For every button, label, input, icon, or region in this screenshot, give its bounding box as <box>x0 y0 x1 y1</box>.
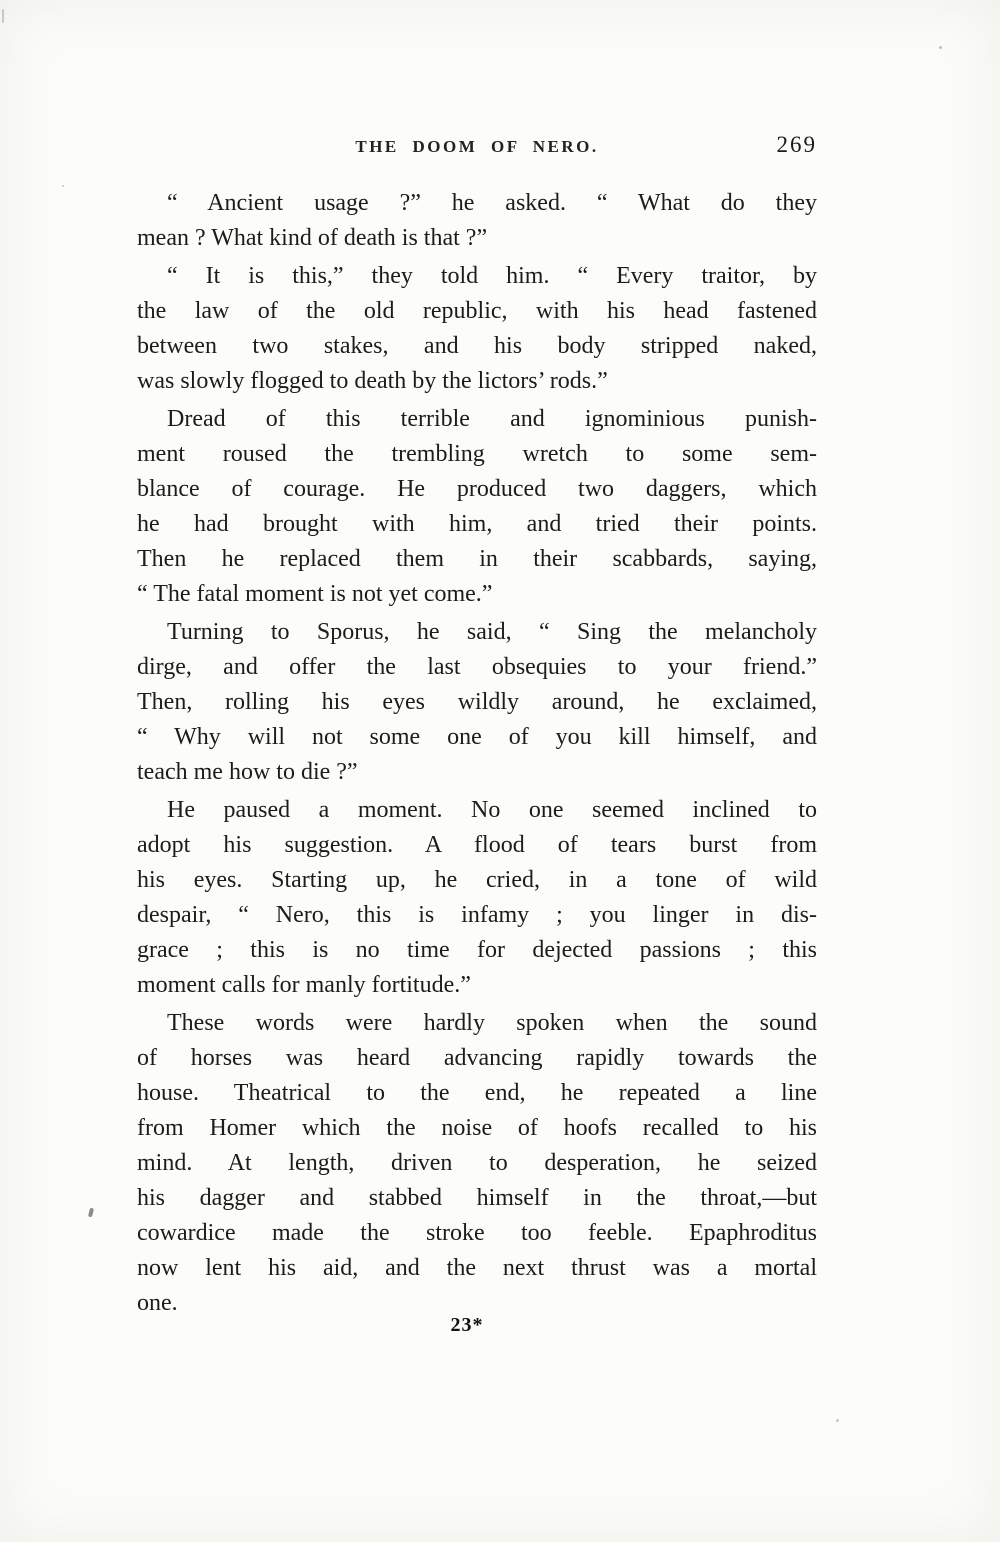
text-line: He paused a moment. No one seemed inclined to <box>167 797 817 823</box>
text-line: blance of courage. He produced two daggers, which <box>137 476 817 502</box>
text-line: from Homer which the noise of hoofs recalled to his <box>137 1115 817 1141</box>
text-line: “ The fatal moment is not yet come.” <box>137 581 493 607</box>
scan-artifact <box>62 185 64 187</box>
text-line: mean ? What kind of death is that ?” <box>137 225 488 251</box>
text-line: despair, “ Nero, this is infamy ; you linger in dis- <box>137 902 817 928</box>
text-line: These words were hardly spoken when the sound <box>167 1010 817 1036</box>
text-line: “ Ancient usage ?” he asked. “ What do they <box>167 190 817 216</box>
text-line: cowardice made the stroke too feeble. Epaphroditus <box>137 1220 817 1246</box>
text-line: Then, rolling his eyes wildly around, he exclaimed, <box>137 689 817 715</box>
text-line: Then he replaced them in their scabbards, saying, <box>137 546 817 572</box>
text-line: dirge, and offer the last obsequies to your friend.” <box>137 654 817 680</box>
text-line: of horses was heard advancing rapidly towards the <box>137 1045 817 1071</box>
text-line: moment calls for manly fortitude.” <box>137 972 471 998</box>
text-line: “ It is this,” they told him. “ Every traitor, by <box>167 263 817 289</box>
paragraph <box>137 793 817 1003</box>
paragraph <box>137 402 817 612</box>
text-line: now lent his aid, and the next thrust was a mortal <box>137 1255 817 1281</box>
text-line: between two stakes, and his body stripped naked, <box>137 333 817 359</box>
text-line: he had brought with him, and tried their points. <box>137 511 817 537</box>
text-line: one. <box>137 1290 178 1316</box>
scan-artifact <box>2 9 4 23</box>
scan-artifact <box>939 46 942 49</box>
text-line: ment roused the trembling wretch to some sem- <box>137 441 817 467</box>
scan-artifact <box>88 1208 94 1218</box>
paragraph <box>137 615 817 790</box>
text-line: Dread of this terrible and ignominious punish- <box>167 406 817 432</box>
text-line: teach me how to die ?” <box>137 759 358 785</box>
text-line: Turning to Sporus, he said, “ Sing the melancholy <box>167 619 817 645</box>
signature-mark: 23* <box>450 1314 484 1336</box>
running-title: THE DOOM OF NERO. <box>355 137 599 156</box>
page-body <box>137 186 817 1321</box>
text-line: his dagger and stabbed himself in the throat,—but <box>137 1185 817 1211</box>
text-line: grace ; this is no time for dejected passions ; this <box>137 937 817 963</box>
text-line: adopt his suggestion. A flood of tears burst from <box>137 832 817 858</box>
text-line: his eyes. Starting up, he cried, in a tone of wild <box>137 867 817 893</box>
text-line: the law of the old republic, with his head fastened <box>137 298 817 324</box>
text-line: “ Why will not some one of you kill himself, and <box>137 724 817 750</box>
text-line: house. Theatrical to the end, he repeated a line <box>137 1080 817 1106</box>
paragraph <box>137 1006 817 1321</box>
page-header <box>137 134 817 166</box>
paragraph <box>137 186 817 256</box>
scan-artifact <box>836 1419 839 1422</box>
paragraph <box>137 259 817 399</box>
text-line: was slowly flogged to death by the lictors’ rods.” <box>137 368 608 394</box>
text-line: mind. At length, driven to desperation, he seized <box>137 1150 817 1176</box>
page-number: 269 <box>776 132 817 157</box>
